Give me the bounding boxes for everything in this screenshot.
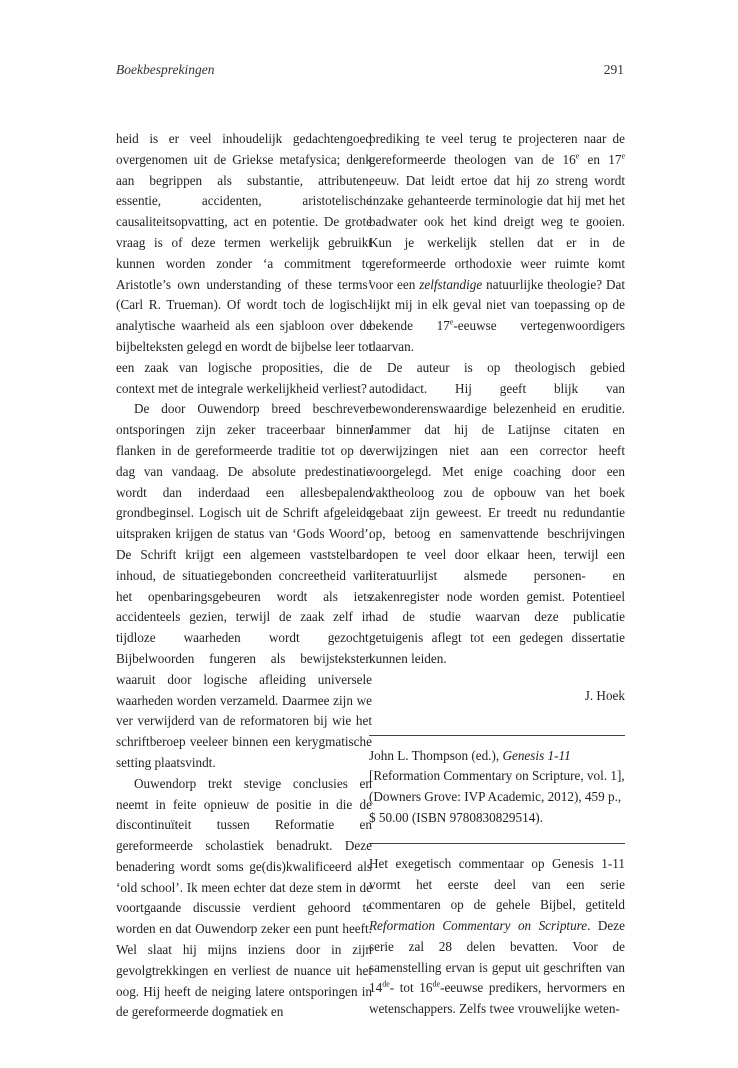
left-column — [116, 129, 372, 1023]
reviewer-signature: J. Hoek — [584, 687, 625, 703]
right-column — [369, 129, 625, 1020]
paragraph: De door Ouwendorp breed beschreven ontsporingen zijn zeker traceerbaar binnen flanken in de gereformeerde traditie tot op de dag van vandaag. De absolute predestinatie wordt dan inderdaad een allesbepalend grondbeginsel. Logisch uit de Schrift afgeleide uitspraken krijgen de status van ‘Gods Woord’. De Schrift krijgt een algemeen vaststelbare inhoud, de situatiegebonden concreetheid van het openbaringsgebeuren wordt als iets accidenteels gezien, terwijl de zaak zelf in tijdloze waarheden wordt gezocht. Bijbelwoorden fungeren als bewijsteksten waaruit door logische afleiding universele waarheden worden verzameld. Daarmee zijn we ver verwijderd van de reformatoren bij wie het schriftberoep veeleer binnen een kerygmatische setting plaatsvindt. — [116, 401, 372, 770]
divider — [369, 843, 625, 844]
page-number: 291 — [603, 62, 624, 77]
divider — [369, 735, 625, 736]
paragraph: De auteur is op theologisch gebied autodidact. Hij geeft blijk van bewonderenswaardige belezenheid en eruditie. Jammer dat hij de Latijnse citaten en verwijzingen niet aan een corrector heeft voorgelegd. Met enige coaching door een vaktheoloog zou de opbouw van het boek gebaat zijn geweest. Er treedt nu redundantie op, betoog en samenvattende beschrijvingen lopen te veel door elkaar heen, terwijl een literatuurlijst alsmede personen- en zakenregister node worden gemist. Potentieel had de studie waarvan deze publicatie getuigenis aflegt tot een gedegen dissertatie kunnen leiden. — [369, 359, 625, 666]
bibliographic-entry: John L. Thompson (ed.), Genesis 1-11 [Reformation Commentary on Scripture, vol. 1], (Downers Grove: IVP Academic, 2012), 459 p., $ 50.00 (ISBN 9780830829514). — [369, 747, 625, 825]
paragraph: heid is er veel inhoudelijk gedachtengoed overgenomen uit de Griekse metafysica; denk aan begrippen als substantie, attributen, essentie, accidenten, aristotelische causaliteitsopvatting, act en potentie. De grote vraag is of deze termen werkelijk gebruikt kunnen worden zonder ‘a commitment to Aristotle’s own understanding of these terms’ (Carl R. Trueman). Of wordt toch de logisch-analytische waarheid als een sjabloon over de bijbelteksten gelegd en wordt de bijbelse leer tot een zaak van logische proposities, die de context met de integrale werkelijkheid verliest? — [116, 131, 372, 396]
paragraph: prediking te veel terug te projecteren naar de gereformeerde theologen van de 16e en 17e eeuw. Dat leidt ertoe dat hij zo streng wordt inzake gehanteerde terminologie dat hij met het badwater ook het kind dreigt weg te gooien. Kun je werkelijk stellen dat er in de gereformeerde orthodoxie weer ruimte komt voor een zelfstandige natuurlijke theologie? Dat lijkt mij in elk geval niet van toepassing op de bekende 17e-eeuwse vertegenwoordigers daarvan. — [369, 131, 625, 354]
running-header-section: Boekbesprekingen — [116, 62, 215, 77]
paragraph: Ouwendorp trekt stevige conclusies en neemt in feite opnieuw de positie in die de discontinuïteit tussen Reformatie en gereformeerde scholastiek benadrukt. Deze benadering wordt soms ge(dis)kwalificeerd als ‘old school’. Ik meen echter dat deze stem in de voortgaande discussie verdient gehoord te worden en dat Ouwendorp zeker een punt heeft. Wel slaat hij mijns inziens door in zijn gevolgtrekkingen en verliest de nuance uit het oog. Hij heeft de neiging latere ontsporingen in de gereformeerde dogmatiek en — [116, 775, 372, 1020]
paragraph: Het exegetisch commentaar op Genesis 1-11 vormt het eerste deel van een serie commentaren op de gehele Bijbel, getiteld Reformation Commentary on Scripture. Deze serie zal 28 delen bevatten. Voor de samenstelling ervan is geput uit geschriften van 14de- tot 16de-eeuwse predikers, hervormers en wetenschappers. Zelfs twee vrouwelijke weten- — [369, 855, 625, 1017]
